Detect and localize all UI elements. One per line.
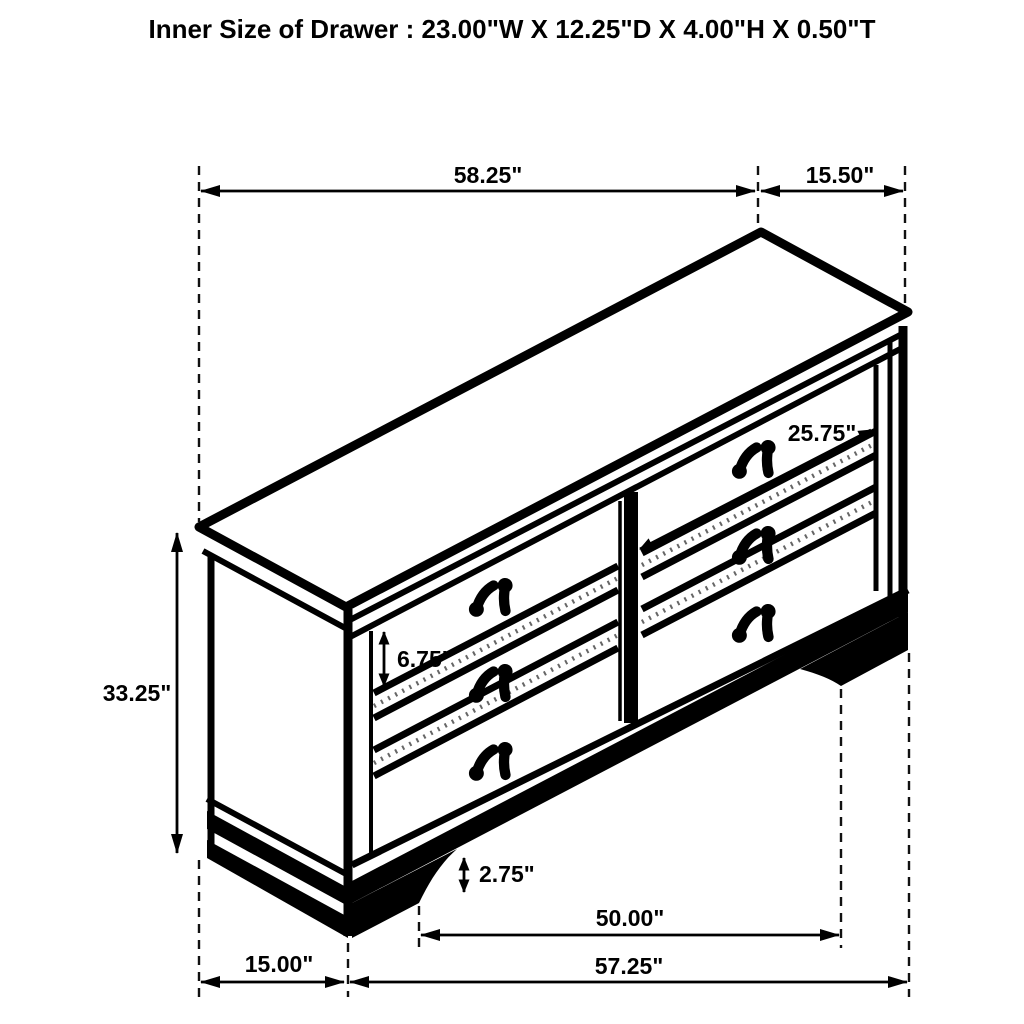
dimension-label: 33.25" — [102, 680, 172, 706]
dimension-label: 25.75" — [787, 420, 857, 446]
dimension-label: 6.75" — [397, 646, 453, 672]
dimension-label: 50.00" — [595, 905, 665, 931]
drawer-handle-left-bottom — [466, 741, 515, 781]
page-title: Inner Size of Drawer : 23.00"W X 12.25"D X 4.00"H X 0.50"T — [148, 14, 876, 44]
drawer-handle-left-top — [466, 577, 515, 617]
dimension-label: 57.25" — [594, 953, 664, 979]
center-divider — [620, 492, 631, 723]
dresser-drawing — [199, 232, 908, 938]
dimension-overall-height — [103, 533, 177, 853]
dimension-label: 58.25" — [453, 162, 523, 188]
left-side-panel — [203, 551, 348, 938]
dimension-label: 15.00" — [244, 951, 314, 977]
dimension-label: 15.50" — [805, 162, 875, 188]
drawer-handle-right-top — [729, 439, 778, 479]
dimension-drawer-height — [384, 632, 453, 686]
drawer-handle-right-bottom — [729, 603, 778, 643]
dimension-label: 2.75" — [479, 861, 535, 887]
dimension-foot-height — [464, 858, 535, 892]
